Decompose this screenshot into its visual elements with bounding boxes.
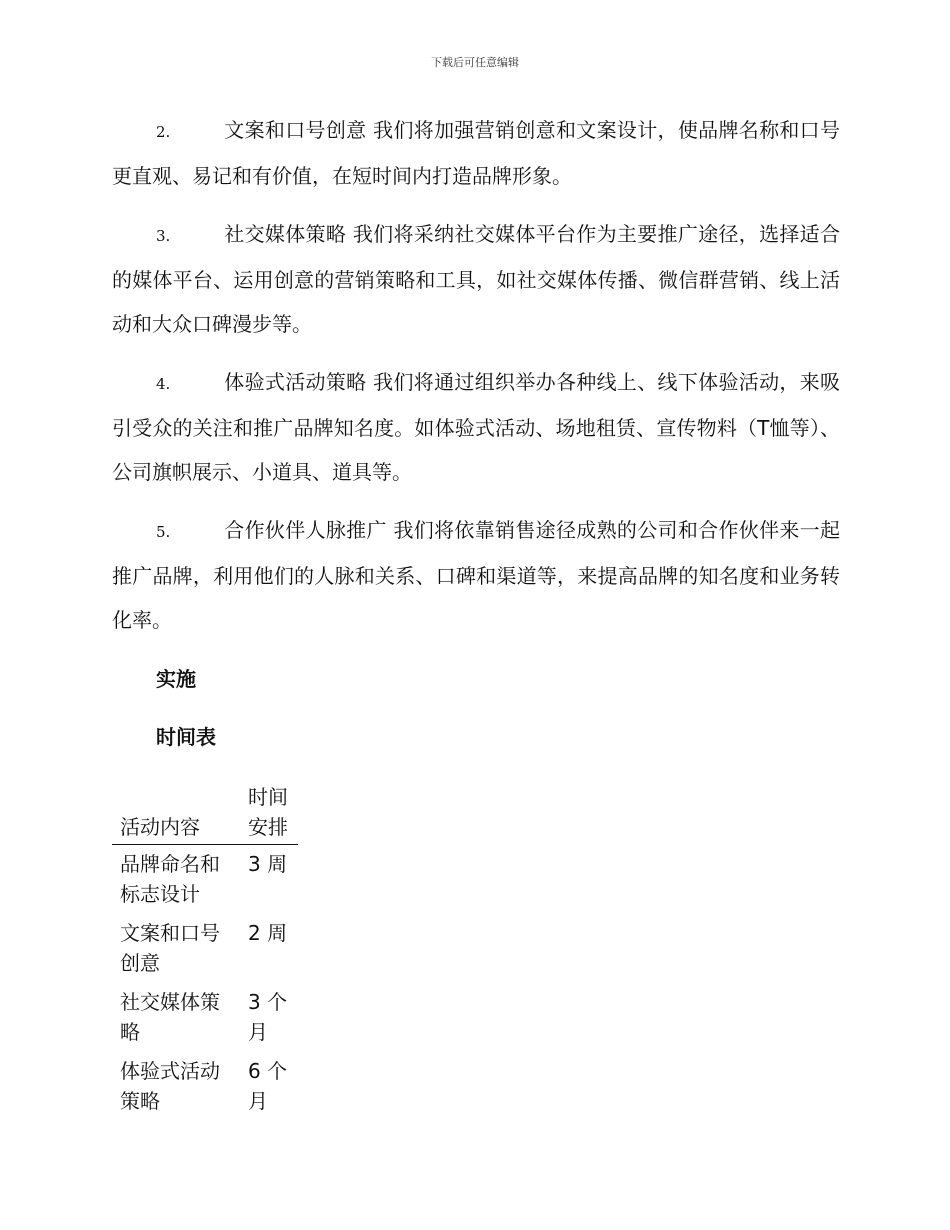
table-cell-time: 3 个月 <box>248 990 288 1044</box>
list-item <box>112 508 840 642</box>
column-header-time: 时间安排 <box>240 782 298 845</box>
timetable-table <box>112 782 298 1121</box>
table-cell-activity: 体验式活动策略 <box>120 1059 220 1113</box>
page-header: 下载后可任意编辑 <box>431 56 519 69</box>
section-heading-timetable: 时间表 <box>156 725 216 749</box>
list-item-number: 2. <box>156 123 171 141</box>
table-row <box>112 983 298 1052</box>
list-item-number: 4. <box>156 375 171 393</box>
table-cell-time: 2 周 <box>248 921 288 945</box>
list-item <box>112 360 840 494</box>
list-item-number: 5. <box>156 523 171 541</box>
column-header-activity: 活动内容 <box>112 782 240 845</box>
section-heading-implementation: 实施 <box>156 667 196 691</box>
table-cell-activity: 社交媒体策略 <box>120 990 220 1044</box>
table-header-row <box>112 782 298 845</box>
list-item <box>112 108 840 198</box>
table-cell-activity: 品牌命名和标志设计 <box>120 852 220 906</box>
table-cell-time: 3 周 <box>248 852 288 876</box>
list-item-text: 合作伙伴人脉推广 我们将依靠销售途径成熟的公司和合作伙伴来一起推广品牌，利用他们的人脉和关系、口碑和渠道等，来提高品牌的知名度和业务转化率。 <box>112 518 840 632</box>
list-item <box>112 212 840 346</box>
list-item-text: 文案和口号创意 我们将加强营销创意和文案设计，使品牌名称和口号更直观、易记和有价值，在短时间内打造品牌形象。 <box>112 118 840 188</box>
list-item-number: 3. <box>156 227 171 245</box>
table-row <box>112 1052 298 1121</box>
document-body <box>112 108 840 1121</box>
list-item-text: 社交媒体策略 我们将采纳社交媒体平台作为主要推广途径，选择适合的媒体平台、运用创意的营销策略和工具，如社交媒体传播、微信群营销、线上活动和大众口碑漫步等。 <box>112 222 840 336</box>
table-cell-time: 6 个月 <box>248 1059 288 1113</box>
list-item-text: 体验式活动策略 我们将通过组织举办各种线上、线下体验活动，来吸引受众的关注和推广品牌知名度。如体验式活动、场地租赁、宣传物料（T恤等）、公司旗帜展示、小道具、道具等。 <box>112 370 840 484</box>
table-row <box>112 845 298 915</box>
table-row <box>112 914 298 983</box>
table-cell-activity: 文案和口号创意 <box>120 921 220 975</box>
